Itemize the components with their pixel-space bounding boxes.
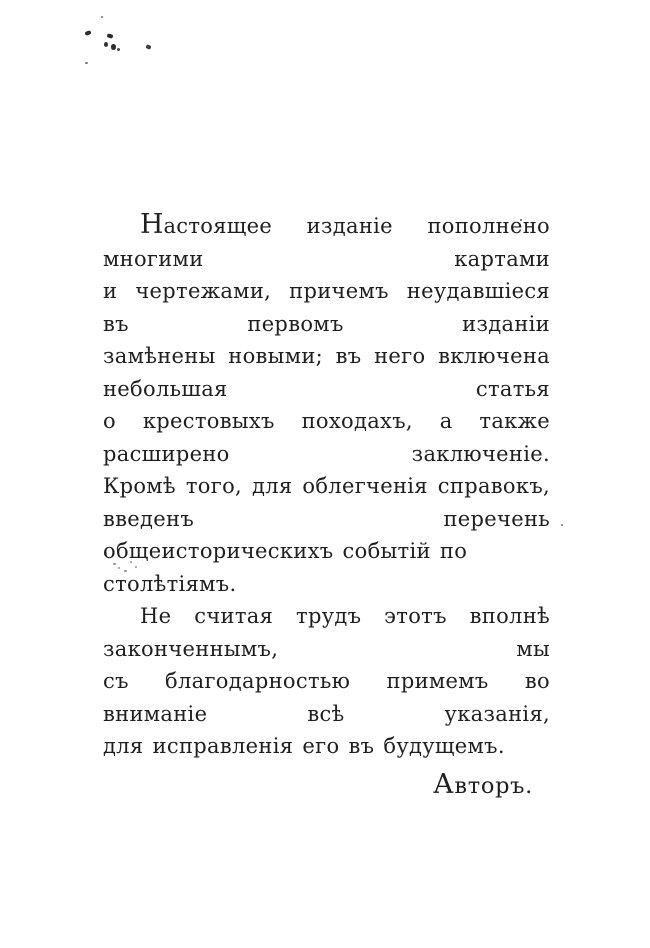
ink-speck (84, 30, 91, 36)
author-signature: Авторъ. (432, 768, 533, 800)
ink-speck (117, 48, 120, 51)
ink-speck (101, 16, 103, 18)
text-line: Кромѣ того, для облегченія справокъ, введенъ перечень (103, 474, 550, 531)
text-line: замѣнены новыми; въ него включена небольшая статья (103, 344, 550, 401)
text-line: Не считая трудъ этотъ вполнѣ законченнымъ, мы (103, 604, 550, 661)
text-line: для исправленія его въ будущемъ. (103, 734, 505, 758)
text-line: и чертежами, причемъ неудавшіеся въ первомъ изданіи (103, 279, 550, 336)
ink-speck (561, 524, 563, 526)
ink-speck (85, 62, 88, 64)
text-line: о крестовыхъ походахъ, а также расширено заключеніе. (103, 409, 550, 466)
ink-speck (111, 44, 116, 50)
text-line: общеисторическихъ событій по столѣтіямъ. (103, 539, 468, 596)
ink-speck (145, 44, 151, 50)
ink-speck (104, 42, 108, 47)
text-line: Настоящее изданіе пополнено многими картами (103, 209, 550, 271)
ink-speck (107, 33, 114, 38)
text-block (103, 209, 550, 802)
text-line: съ благодарностью примемъ во вниманіе всѣ указанія, (103, 669, 550, 726)
